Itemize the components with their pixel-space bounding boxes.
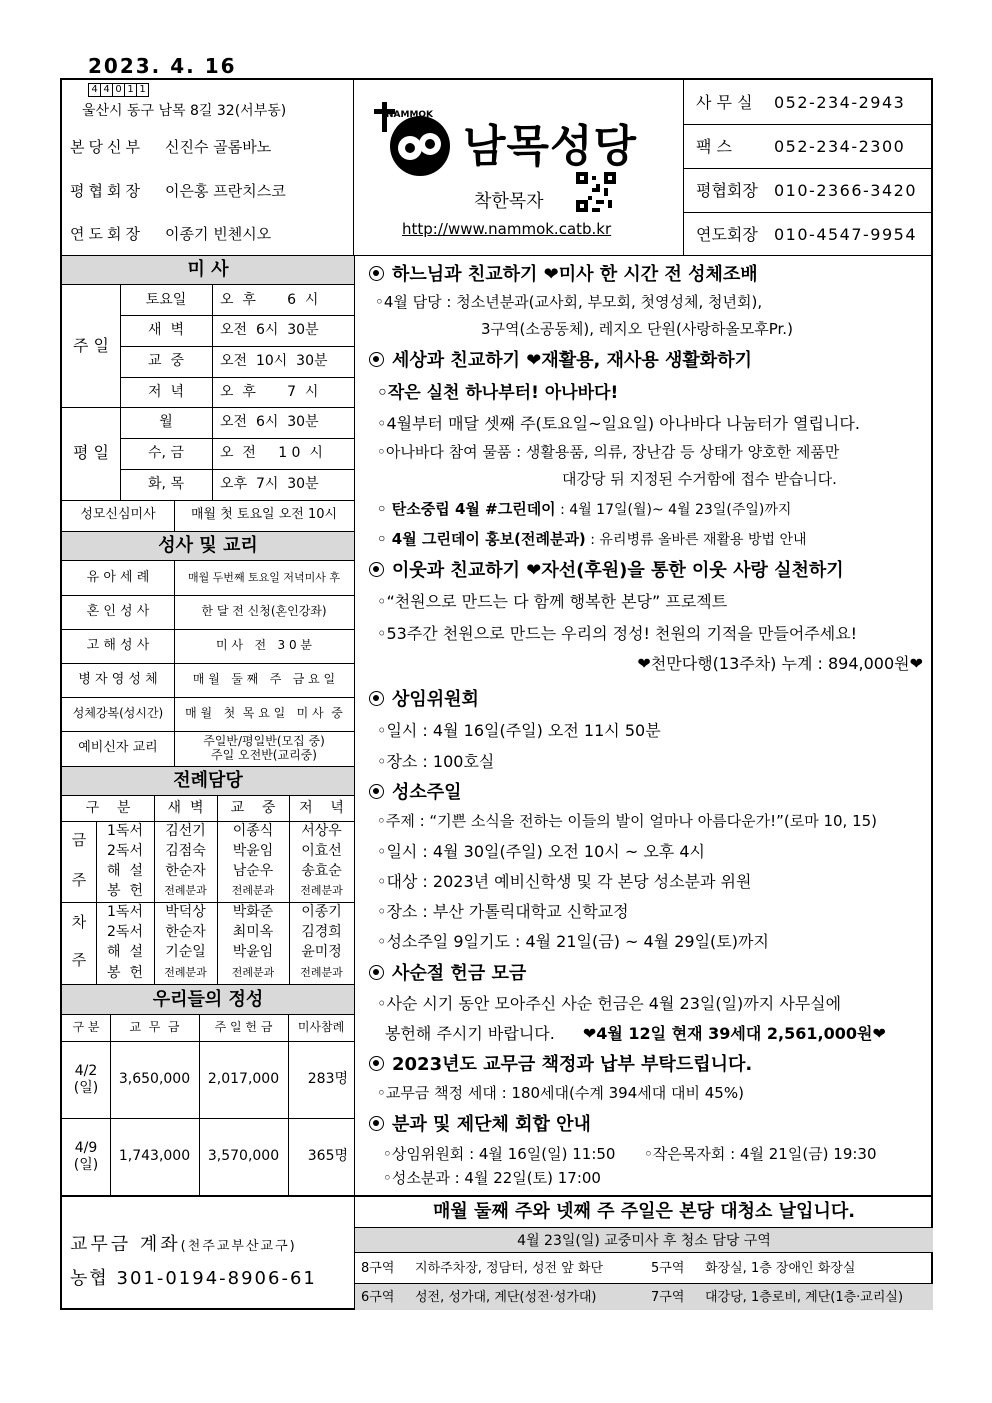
role: 1독서 [107, 822, 143, 839]
tithe-amount: 3,650,000 [118, 1071, 191, 1088]
offering-title: 우리들의 정성 [62, 984, 354, 1015]
news-heading-text: 이웃과 친교하기 ❤자선(후원)을 통한 이웃 사랑 실천하기 [392, 560, 844, 581]
contact-value: 052-234-2943 [774, 93, 906, 112]
mass-day: 수, 금 [148, 445, 184, 462]
bullet-icon [369, 965, 384, 980]
mass-day: 새 벽 [148, 322, 184, 339]
website-link[interactable]: http://www.nammok.catb.kr [402, 220, 612, 238]
contact-label: 사 무 실 [696, 93, 753, 112]
news-line [377, 528, 807, 549]
catechumen-class-1: 주일반/평일반(모집 중) [203, 733, 325, 748]
cleaning-subtitle: 4월 23일(일) 교중미사 후 청소 담당 구역 [355, 1227, 933, 1253]
sacraments-title: 성사 및 교리 [62, 531, 354, 561]
news-line: ◦장소 : 부산 가톨릭대학교 신학교정 [377, 902, 629, 921]
account-number: 농협 301-0194-8906-61 [70, 1268, 317, 1289]
news-line: ◦대상 : 2023년 예비신학생 및 각 본당 성소분과 위원 [377, 872, 752, 891]
news-line: ◦4월 담당 : 청소년분과(교사회, 부모회, 첫영성체, 청년회), [375, 293, 763, 311]
council-label: 평협회장 [70, 182, 144, 200]
contact-fax [696, 126, 933, 168]
attendance: 365명 [307, 1148, 348, 1165]
qr-code-icon [576, 172, 616, 212]
minister: 이종기 [301, 903, 342, 920]
offering-date [62, 1118, 110, 1195]
offering-date-day: (일) [73, 1156, 99, 1173]
contact-label: 연도회장 [696, 225, 758, 244]
bullet-icon [369, 784, 384, 799]
minister: 김점숙 [165, 842, 206, 859]
minister: 김경희 [301, 923, 342, 940]
bullet-icon [369, 691, 384, 706]
logo-small-text: NAMMOK [386, 110, 434, 120]
minister: 남순우 [232, 862, 274, 879]
news-line: ◦사순 시기 동안 모아주신 사순 헌금은 4월 23일(일)까지 사무실에 [377, 994, 842, 1013]
sacraments-table [62, 561, 354, 766]
minister: 박윤임 [232, 943, 274, 960]
zip-digit: 1 [136, 83, 149, 97]
minister: 전례분과 [164, 965, 207, 979]
offering-date-day: (일) [73, 1079, 99, 1096]
offering-table [62, 1015, 354, 1195]
minister: 박화준 [232, 903, 274, 920]
news-heading-text: 성소주일 [392, 782, 462, 803]
news-heading [369, 685, 479, 711]
minister: 윤미정 [301, 943, 342, 960]
church-info [62, 80, 354, 255]
legion-label: 연도회장 [70, 225, 144, 243]
mass-day: 화, 목 [148, 476, 184, 493]
zone-area: 대강당, 1층로비, 계단(1층·교리실) [705, 1290, 904, 1305]
liturgy-head: 교 중 [230, 800, 276, 817]
mass-time: 오후 7시 30분 [220, 476, 319, 493]
cleaning-row [355, 1283, 933, 1310]
offering-head: 주 일 헌 금 [214, 1020, 273, 1035]
church-name: 남목성당 [463, 121, 638, 172]
news-line [385, 1021, 886, 1044]
role: 봉 헌 [107, 883, 143, 900]
offering-head: 교 무 금 [129, 1020, 180, 1035]
news-heading [369, 1110, 591, 1136]
minister: 기순일 [165, 943, 206, 960]
role: 1독서 [107, 903, 143, 920]
news-line [377, 498, 791, 519]
contact-value: 010-4547-9954 [774, 225, 918, 244]
mass-title: 미 사 [62, 255, 354, 285]
minister: 서상우 [301, 822, 342, 839]
mass-time: 오 전 1 0 시 [220, 445, 323, 462]
news-heading [369, 260, 758, 286]
news-line: ◦일시 : 4월 30일(주일) 오전 10시 ~ 오후 4시 [377, 842, 705, 861]
sacrament-info: 미 사 전 3 0 분 [216, 638, 312, 653]
sacrament-info: 매월 두번째 토요일 저녁미사 후 [187, 570, 341, 584]
zone-label: 7구역 [651, 1290, 685, 1305]
bullet-icon [369, 352, 384, 367]
address: 울산시 동구 남목 8길 32(서부동) [82, 103, 287, 119]
contact-legion [696, 214, 933, 256]
sacrament-info: 한 달 전 신청(혼인강좌) [201, 604, 327, 619]
zone-area: 화장실, 1층 장애인 화장실 [705, 1261, 856, 1276]
minister: 전례분과 [300, 965, 343, 979]
zone-label: 8구역 [361, 1261, 395, 1276]
week-label: 주 [71, 951, 87, 970]
week-label: 주 [71, 871, 87, 890]
contact-info [684, 80, 933, 255]
minister: 전례분과 [300, 884, 343, 898]
pastor-label: 본당신부 [70, 138, 144, 156]
tithe-amount: 1,743,000 [118, 1148, 191, 1165]
zip-code [88, 83, 148, 97]
mass-day: 저 녁 [148, 383, 184, 400]
contact-label: 평협회장 [696, 181, 758, 200]
minister: 김선기 [165, 822, 206, 839]
news-line-rest: : 4월 17일(월)~ 4월 23일(주일)까지 [555, 502, 792, 518]
offering-date-value: 4/9 [74, 1140, 98, 1157]
zip-digit: 1 [124, 83, 137, 97]
contact-value: 052-234-2300 [774, 137, 906, 156]
offering-head: 구 분 [72, 1020, 100, 1035]
role: 해 설 [107, 862, 143, 879]
news-line: 3구역(소공동체), 레지오 단원(사랑하올모후Pr.) [481, 320, 793, 338]
zone-label: 6구역 [361, 1290, 395, 1305]
bullet-icon [369, 1116, 384, 1131]
news-heading [369, 1050, 752, 1076]
news-heading [369, 959, 526, 985]
news-line: ◦상임위원회 : 4월 16일(일) 11:50 ◦작은목자회 : 4월 21일(금) 19:30 [383, 1145, 877, 1163]
sacrament-info: 매 월 둘 째 주 금 요 일 [192, 672, 336, 687]
news-line: ◦교무금 책정 세대 : 180세대(수계 394세대 대비 45%) [377, 1084, 744, 1102]
bullet-icon [369, 562, 384, 577]
news-line-rest: : 유리병류 올바른 재활용 방법 안내 [585, 532, 807, 548]
minister: 박윤임 [232, 842, 274, 859]
news-line: 대강당 뒤 지정된 수거함에 접수 받습니다. [562, 470, 837, 488]
zone-area: 성전, 성가대, 계단(성전·성가대) [415, 1290, 597, 1305]
mass-day: 월 [159, 414, 173, 431]
liturgy-table [62, 796, 354, 984]
heart-mass-label: 성모신심미사 [80, 507, 156, 523]
bullet-icon [369, 1056, 384, 1071]
news-heading-text: 사순절 헌금 모금 [392, 963, 527, 984]
sacrament-name: 유 아 세 례 [86, 569, 150, 585]
news-line-bold: ◦ 탄소중립 4월 #그린데이 [377, 500, 556, 518]
news-line: ◦일시 : 4월 16일(주일) 오전 11시 50분 [377, 721, 661, 740]
news-heading [369, 346, 752, 372]
sacrament-name: 예비신자 교리 [78, 740, 158, 756]
catechumen-class-2: 주일 오전반(교리중) [211, 747, 317, 762]
news-heading-text: 상임위원회 [392, 689, 479, 710]
sacrament-info: 매 월 첫 목 요 일 미 사 중 [185, 706, 343, 721]
news-heading [369, 778, 462, 804]
bulletin-frame [60, 78, 933, 1310]
role: 2독서 [107, 923, 143, 940]
news-line-text: 봉헌해 주시기 바랍니다. [385, 1024, 555, 1043]
contact-council [696, 170, 933, 212]
sacrament-info [174, 731, 354, 766]
announcements [354, 255, 933, 1195]
mass-time: 오전 10시 30분 [220, 353, 328, 370]
news-heading [369, 556, 844, 582]
sunday-label: 주 일 [73, 335, 109, 355]
offering-head: 미사참례 [297, 1020, 345, 1035]
news-line: ◦53주간 천원으로 만드는 우리의 정성! 천원의 기적을 만들어주세요! [377, 624, 858, 643]
heart-mass-value: 매월 첫 토요일 오전 10시 [190, 507, 338, 523]
mass-table [62, 285, 354, 531]
minister: 전례분과 [231, 884, 275, 898]
zone-area: 지하주차장, 정담터, 성전 앞 화단 [415, 1261, 604, 1276]
news-line: ◦주제 : “기쁜 소식을 전하는 이들의 발이 얼마나 아름다운가!”(로마 10, 15) [377, 812, 878, 830]
tithe-account [62, 1195, 354, 1310]
offering-date [62, 1041, 110, 1118]
role: 봉 헌 [107, 964, 143, 981]
attendance: 283명 [307, 1071, 348, 1088]
minister: 이종식 [232, 822, 274, 839]
contact-office [696, 82, 933, 124]
liturgy-head: 저 녁 [299, 800, 344, 817]
sacrament-name: 혼 인 성 사 [86, 603, 150, 619]
zip-digit: 0 [112, 83, 125, 97]
council-row [70, 180, 286, 201]
legion-name: 이종기 빈첸시오 [165, 225, 272, 243]
account-label-row [70, 1230, 297, 1256]
news-line-bold: ◦ 4월 그린데이 홍보(전례분과) [377, 530, 586, 548]
account-diocese: (천주교부산교구) [180, 1239, 297, 1254]
liturgy-head: 구 분 [85, 800, 131, 817]
mass-day: 토요일 [145, 291, 187, 308]
mass-day: 교 중 [148, 353, 184, 370]
contact-value: 010-2366-3420 [774, 181, 918, 200]
liturgy-title: 전례담당 [62, 766, 354, 796]
pastor-name: 신진수 골롬바노 [165, 138, 272, 156]
zip-digit: 4 [88, 83, 101, 97]
news-line: ◦장소 : 100호실 [377, 752, 495, 771]
pastor-row [70, 136, 271, 157]
minister: 전례분과 [164, 884, 207, 898]
news-line: ◦성소분과 : 4월 22일(토) 17:00 [383, 1169, 601, 1187]
church-logo [368, 100, 668, 180]
sacrament-name: 성체강복(성시간) [72, 706, 164, 721]
news-line: ◦“천원으로 만드는 다 함께 행복한 본당” 프로젝트 [377, 592, 728, 611]
news-heading-text: 분과 및 제단체 회합 안내 [392, 1114, 591, 1135]
sacrament-name: 고 해 성 사 [86, 637, 150, 653]
news-line: ◦성소주일 9일기도 : 4월 21일(금) ~ 4월 29일(토)까지 [377, 932, 769, 951]
legion-row [70, 223, 271, 244]
church-logo-area [354, 80, 684, 255]
minister: 송효순 [301, 862, 342, 879]
week-label: 차 [71, 913, 87, 932]
news-line-bold: ❤4월 12일 현재 39세대 2,561,000원❤ [582, 1024, 886, 1043]
account-label: 교무금 계좌 [70, 1234, 181, 1255]
week-label: 금 [71, 831, 87, 850]
minister: 박덕상 [165, 903, 206, 920]
mass-time: 오 후 7 시 [220, 383, 319, 400]
mass-time: 오전 6시 30분 [220, 322, 319, 339]
cleaning-notice [354, 1195, 933, 1310]
sunday-offering: 2,017,000 [207, 1071, 280, 1088]
minister: 전례분과 [231, 965, 275, 979]
bulletin-date: 2023. 4. 16 [88, 54, 237, 78]
minister: 이효선 [301, 842, 342, 859]
news-line: ◦아나바다 참여 물품 : 생활용품, 의류, 장난감 등 상태가 양호한 제품만 [377, 443, 840, 461]
contact-label: 팩 스 [696, 137, 732, 156]
council-name: 이은홍 프란치스코 [165, 182, 286, 200]
minister: 한순자 [165, 923, 206, 940]
zone-label: 5구역 [651, 1261, 685, 1276]
mass-time: 오 후 6 시 [220, 291, 319, 308]
motto: 착한목자 [474, 191, 544, 212]
sunday-offering: 3,570,000 [207, 1148, 280, 1165]
news-heading-text: 하느님과 친교하기 ❤미사 한 시간 전 성체조배 [392, 264, 758, 285]
zip-digit: 4 [100, 83, 113, 97]
role: 2독서 [107, 842, 143, 859]
offering-date-value: 4/2 [74, 1063, 98, 1080]
cleaning-row [361, 1257, 931, 1281]
minister: 최미옥 [232, 923, 274, 940]
sacrament-name: 병 자 영 성 체 [78, 671, 158, 687]
news-heading-text: 세상과 친교하기 ❤재활용, 재사용 생활화하기 [392, 350, 752, 371]
news-line: ◦4월부터 매달 셋째 주(토요일~일요일) 아나바다 나눔터가 열립니다. [377, 414, 860, 433]
weekday-label: 평 일 [73, 443, 109, 463]
bullet-icon [369, 266, 384, 281]
liturgy-head: 새 벽 [167, 800, 204, 817]
news-heading-text: 2023년도 교무금 책정과 납부 부탁드립니다. [392, 1054, 753, 1075]
news-line: ◦작은 실천 하나부터! 아나바다! [377, 383, 619, 403]
mass-time: 오전 6시 30분 [220, 414, 319, 431]
cleaning-title: 매월 둘째 주와 넷째 주 주일은 본당 대청소 날입니다. [432, 1201, 856, 1222]
news-line: ❤천만다행(13주차) 누계 : 894,000원❤ [637, 654, 923, 673]
minister: 한순자 [165, 862, 206, 879]
role: 해 설 [107, 943, 143, 960]
